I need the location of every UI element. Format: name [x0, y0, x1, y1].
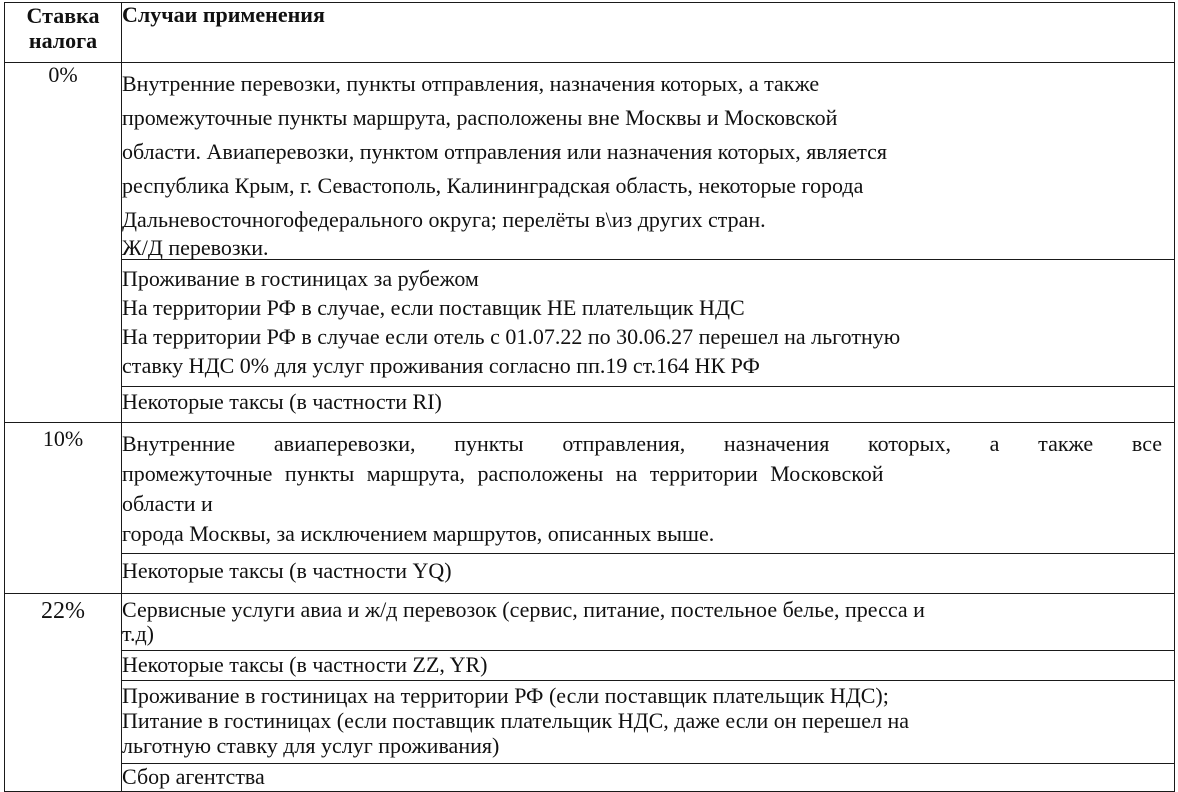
table-row: [5, 423, 1175, 554]
header-rate-label: Ставка налога: [26, 3, 100, 53]
rate-value: 10%: [42, 426, 84, 451]
case-cell: [122, 554, 1175, 594]
case-line: На территории РФ в случае если отель с 01.07.22 по 30.06.27 перешел на льготную: [122, 324, 901, 349]
case-line: т.д): [122, 621, 154, 646]
case-cell: [122, 651, 1175, 681]
case-line: Проживание в гостиницах на территории РФ (если поставщик плательщик НДС);: [122, 683, 889, 708]
case-line: Сбор агентства: [122, 764, 265, 789]
table-row: [5, 651, 1175, 681]
case-line: Внутренние авиаперевозки, пункты отправления, назначения которых, а также все: [122, 431, 1162, 456]
rate-cell-10: [5, 423, 122, 594]
case-line: льготную ставку для услуг проживания): [122, 733, 500, 758]
case-line: Дальневосточногофедерального округа; перелёты в\из других стран.: [122, 207, 766, 232]
case-line: Некоторые таксы (в частности YQ): [122, 558, 452, 583]
case-line: Сервисные услуги авиа и ж/д перевозок (сервис, питание, постельное белье, пресса и: [122, 597, 925, 622]
table-header-row: [5, 3, 1175, 63]
case-cell: [122, 681, 1175, 764]
case-cell: [122, 423, 1175, 554]
case-line: промежуточные пункты маршрута, расположены вне Москвы и Московской: [122, 105, 838, 130]
case-cell: [122, 764, 1175, 792]
case-cell: [122, 387, 1175, 423]
case-line: Ж/Д перевозки.: [122, 235, 269, 260]
table-row: [5, 554, 1175, 594]
vat-rates-table: [4, 2, 1175, 792]
case-line: города Москвы, за исключением маршрутов, описанных выше.: [122, 521, 715, 546]
rate-cell-22: [5, 594, 122, 792]
rate-cell-0: [5, 63, 122, 423]
case-line: области. Авиаперевозки, пунктом отправления или назначения которых, является: [122, 139, 888, 164]
table-row: [5, 387, 1175, 423]
case-line: области и: [122, 491, 213, 516]
case-line: Проживание в гостиницах за рубежом: [122, 266, 479, 291]
case-line: Питание в гостиницах (если поставщик плательщик НДС, даже если он перешел на: [122, 708, 910, 733]
table-row: [5, 594, 1175, 651]
case-cell: [122, 260, 1175, 387]
case-cell: [122, 594, 1175, 651]
table-row: [5, 63, 1175, 260]
case-line: республика Крым, г. Севастополь, Калининградская область, некоторые города: [122, 173, 864, 198]
case-line: Некоторые таксы (в частности RI): [122, 389, 442, 414]
case-line: На территории РФ в случае, если поставщик НЕ плательщик НДС: [122, 295, 745, 320]
header-cases: [122, 3, 1175, 63]
table-row: [5, 681, 1175, 764]
case-line: ставку НДС 0% для услуг проживания согласно пп.19 ст.164 НК РФ: [122, 353, 760, 378]
header-cases-label: Случаи применения: [122, 2, 325, 27]
table-row: [5, 260, 1175, 387]
case-line: промежуточные пункты маршрута, расположены на территории Московской: [122, 461, 884, 486]
rate-value: 22%: [41, 598, 85, 624]
table-row: [5, 764, 1175, 792]
rate-value: 0%: [48, 62, 78, 87]
header-rate: [5, 3, 122, 63]
case-line: Внутренние перевозки, пункты отправления, назначения которых, а также: [122, 71, 820, 96]
case-cell: [122, 63, 1175, 260]
case-line: Некоторые таксы (в частности ZZ, YR): [122, 652, 488, 677]
